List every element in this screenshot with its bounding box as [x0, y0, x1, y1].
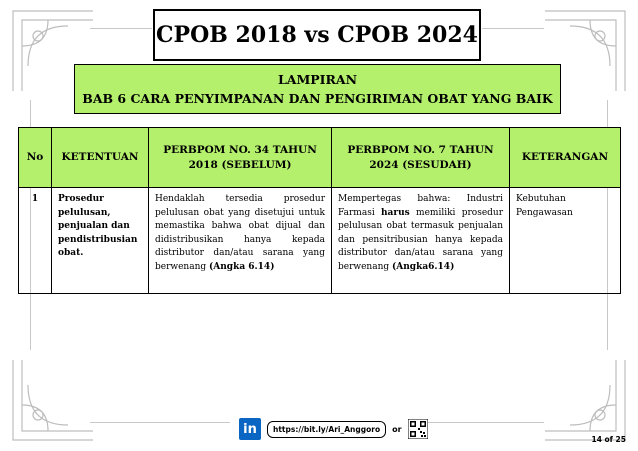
cell-ketentuan: Prosedur pelulusan, penjualan dan pendistribusian obat. — [52, 188, 149, 294]
section-heading-line2: BAB 6 CARA PENYIMPANAN DAN PENGIRIMAN OBAT YANG BAIK — [82, 91, 553, 106]
frame-bottom-line — [90, 422, 230, 423]
old-regulation-text: Hendaklah tersedia prosedur pelulusan obat yang disetujui untuk memastika bahwa obat dijual dan didistribusikan hanya kepada distributor dan/atau sarana yang berwenang — [155, 194, 325, 272]
header-new-regulation: PERBPOM NO. 7 TAHUN 2024 (SESUDAH) — [332, 128, 510, 188]
section-heading-line1: LAMPIRAN — [277, 72, 358, 87]
or-label: or — [392, 424, 402, 434]
new-regulation-emphasis: harus — [381, 207, 410, 218]
frame-top-line — [90, 28, 152, 29]
cell-new-regulation — [332, 188, 510, 294]
frame-top-line-right — [482, 28, 544, 29]
new-regulation-text-post: memiliki prosedur pelulusan obat termasuk penjualan dan pensitribusian hanya kepada distributor dan/atau sarana yang berwenang — [338, 207, 504, 272]
page-title: CPOB 2018 vs CPOB 2024 — [153, 9, 481, 61]
corner-ornament-bottom-left — [8, 355, 98, 445]
header-no: No — [19, 128, 52, 188]
header-keterangan: KETERANGAN — [510, 128, 621, 188]
new-regulation-text-pre: Mempertegas bahwa: Industri Farmasi — [338, 194, 503, 218]
qr-code-icon[interactable] — [408, 419, 428, 439]
table-header-row — [19, 128, 621, 188]
page-number: 14 of 25 — [591, 435, 626, 444]
cell-keterangan: Kebutuhan Pengawasan — [510, 188, 621, 294]
profile-link[interactable]: https://bit.ly/Ari_Anggoro — [267, 421, 386, 438]
old-regulation-reference: (Angka 6.14) — [209, 261, 275, 272]
table-row — [19, 188, 621, 294]
header-ketentuan: KETENTUAN — [52, 128, 149, 188]
linkedin-icon[interactable]: in — [239, 418, 261, 440]
comparison-table — [18, 127, 621, 294]
corner-ornament-bottom-right — [540, 355, 630, 445]
header-old-regulation: PERBPOM NO. 34 TAHUN 2018 (SEBELUM) — [149, 128, 332, 188]
cell-old-regulation — [149, 188, 332, 294]
new-regulation-reference: (Angka6.14) — [392, 261, 455, 272]
footer — [239, 417, 428, 441]
section-heading — [74, 64, 561, 114]
frame-bottom-line-right — [420, 422, 544, 423]
cell-no: 1 — [19, 188, 52, 294]
